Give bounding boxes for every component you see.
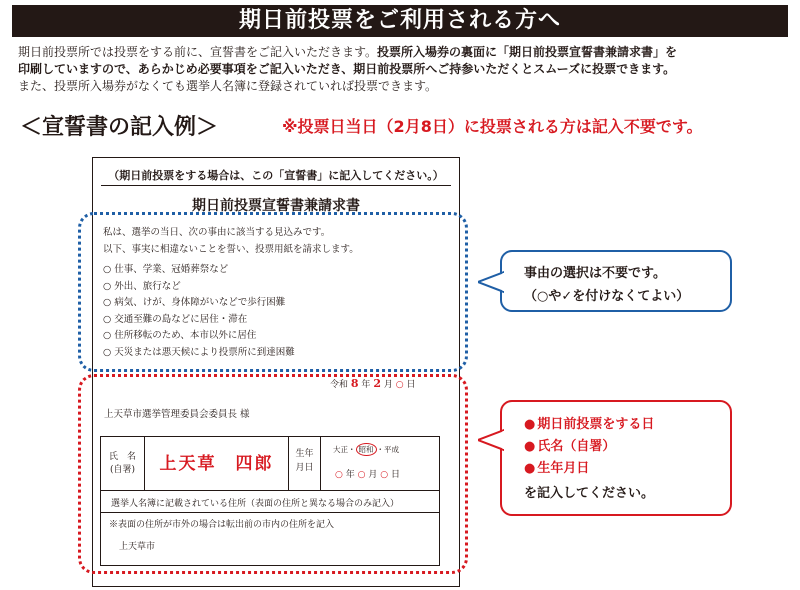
callout-reason xyxy=(500,250,732,312)
applicant-box xyxy=(100,436,440,566)
date-era: 令和 xyxy=(330,380,349,390)
required-item: ● 氏名（自署） xyxy=(524,436,654,458)
vote-date-line xyxy=(330,377,415,390)
form-divider xyxy=(101,185,451,186)
callout-reason-line1: 事由の選択は不要です。 xyxy=(524,266,666,281)
birth-day: ○ xyxy=(380,470,389,480)
birth-label xyxy=(289,437,321,491)
required-item: ● 生年月日 xyxy=(524,458,654,480)
name-label-text: 氏 名 xyxy=(108,452,136,462)
address-city: 上天草市 xyxy=(119,542,156,552)
declaration-line: 以下、事実に相違ないことを誓い、投票用紙を請求します。 xyxy=(103,244,359,255)
name-label xyxy=(101,437,145,491)
birth-value xyxy=(321,437,441,491)
birth-year-unit: 年 xyxy=(345,470,355,480)
callout-required xyxy=(500,400,732,516)
example-heading: ＜宣誓書の記入例＞ xyxy=(20,115,219,140)
date-month-unit: 月 xyxy=(383,380,393,390)
era-taisho: 大正・ xyxy=(333,445,356,454)
reason-item: ○ 外出、旅行など xyxy=(103,280,181,292)
callout-pointer-icon xyxy=(478,426,504,454)
date-day: ○ xyxy=(395,380,404,390)
form-title: 期日前投票宣誓書兼請求書 xyxy=(192,198,360,214)
birth-month: ○ xyxy=(357,470,366,480)
required-footer: を記入してください。 xyxy=(524,486,655,501)
era-heisei: ・平成 xyxy=(376,445,399,454)
reason-item: ○ 住所移転のため、本市以外に居住 xyxy=(103,330,257,341)
date-day-unit: 日 xyxy=(406,380,416,390)
declaration-text xyxy=(103,224,359,258)
example-note: ※投票日当日（2月8日）に投票される方は記入不要です。 xyxy=(282,117,703,136)
declaration-line: 私は、選挙の当日、次の事由に該当する見込みです。 xyxy=(103,227,331,238)
birth-label-sub: 月日 xyxy=(295,463,314,473)
required-item: ● 期日前投票をする日 xyxy=(524,414,654,436)
page-banner: 期日前投票をご利用される方へ xyxy=(12,5,788,37)
name-birth-row xyxy=(101,437,439,491)
date-month: 2 xyxy=(373,377,381,390)
addressee: 上天草市選挙管理委員会委員長 様 xyxy=(104,409,250,420)
callout-reason-line2: （○や✓を付けなくてよい） xyxy=(524,289,690,304)
era-showa-circled: 昭和 xyxy=(356,443,377,456)
date-year-unit: 年 xyxy=(361,380,371,390)
birth-month-unit: 月 xyxy=(368,470,378,480)
birth-day-unit: 日 xyxy=(390,470,400,480)
intro-line1: 期日前投票所では投票をする前に、宣誓書をご記入いただきます。 xyxy=(18,45,378,59)
birth-year: ○ xyxy=(335,470,343,480)
birth-date-fields xyxy=(335,467,400,480)
reason-item: ○ 仕事、学業、冠婚葬祭など xyxy=(103,264,229,275)
reason-list xyxy=(103,262,295,361)
callout-pointer-icon xyxy=(478,268,504,296)
name-value: 上天草 四郎 xyxy=(145,437,289,491)
birth-label-text: 生年 xyxy=(295,449,314,459)
intro-text xyxy=(18,44,790,95)
intro-line1-bold: 投票所入場券の裏面に「期日前投票宣誓書兼請求書」を xyxy=(377,45,678,59)
name-label-sub: (自署) xyxy=(109,465,136,475)
address-label: 選挙人名簿に記載されている住所（表面の住所と異なる場合のみ記入） xyxy=(101,491,439,513)
address-note: ※表面の住所が市外の場合は転出前の市内の住所を記入 xyxy=(109,520,335,530)
intro-line2-bold: 印刷していますので、あらかじめ必要事項をご記入いただき、期日前投票所へご持参いただくとスムーズに投票できます。 xyxy=(18,62,676,76)
date-year: 8 xyxy=(350,377,359,390)
form-instruction: （期日前投票をする場合は、この「宣誓書」に記入してください。） xyxy=(108,169,444,182)
required-items xyxy=(524,414,654,480)
era-options xyxy=(333,443,399,456)
reason-item: ○ 病気、けが、身体障がいなどで歩行困難 xyxy=(103,297,286,308)
intro-line3: また、投票所入場券がなくても選挙人名簿に登録されていれば投票できます。 xyxy=(18,79,438,93)
reason-item: ○ 天災または悪天候により投票所に到達困難 xyxy=(103,346,295,358)
reason-item: ○ 交通至難の島などに居住・滞在 xyxy=(103,313,248,325)
